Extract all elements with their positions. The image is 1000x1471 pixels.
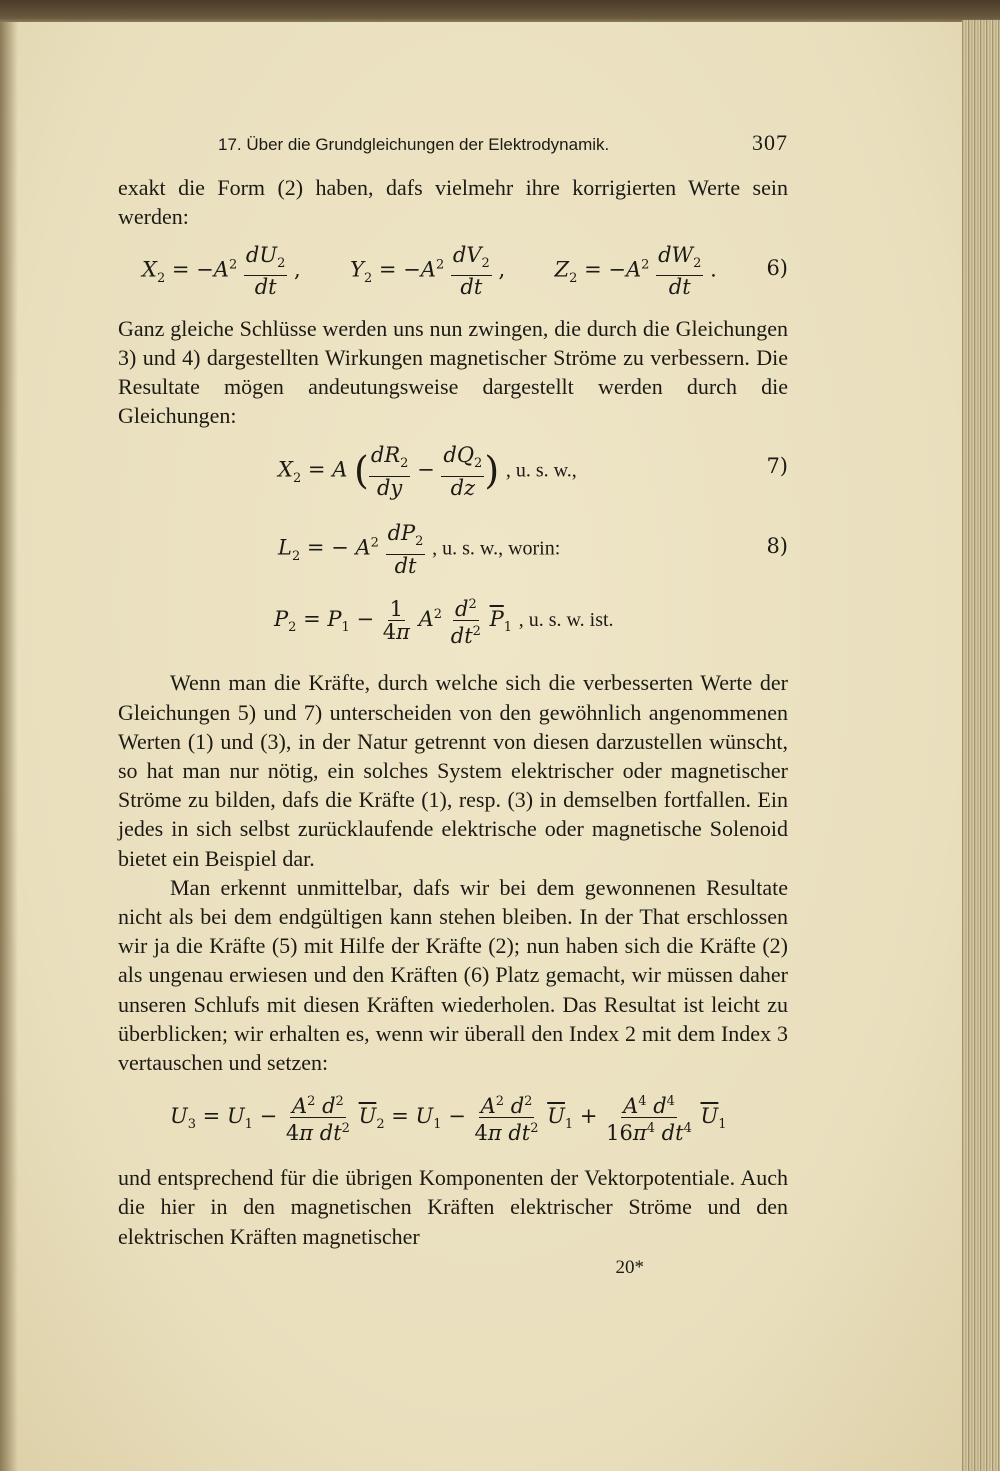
equation-10: $U_3 = U_1$ − $\frac{A^2 d^2}{4\pi dt^2}$ $\overline{U}_2 = U_1$ − $\frac{A^2 d^2}{4\pi dt^2}$ $\overline{U}_1$ + $\frac{A^4 d^4}{16\pi^4 dt^4}$ $U_1$ <box>118 1085 788 1155</box>
running-title: 17. Über die Grundgleichungen der Elektrodynamik. <box>218 135 610 154</box>
equation-7: $X_2 = A$ ( $\frac{dR_2}{dy}$ − $\frac{dQ_2}{dz}$ ) , u. s. w., 7) <box>278 443 788 500</box>
page-stack-edge <box>962 20 1000 1471</box>
page-number: 307 <box>752 130 788 155</box>
paragraph-3: Wenn man die Kräfte, durch welche sich die verbesserten Werte der Gleichungen 5) und 7) unterscheiden von den gewöhnlich angenommenen Werten (1) und (3), in der Natur getrennt von diesen darzustellen wünscht, so hat man nur nötig, ein solches System elektrischer oder magnetischer Ströme zu bilden, dafs die Kräfte (1), resp. (3) in demselben fortfallen. Ein jedes in sich selbst zurücklaufende elektrische oder magnetische Solenoid bietet ein Beispiel dar. <box>118 670 788 871</box>
equation-8-text: , u. s. w., worin: <box>432 538 561 561</box>
equation-number-6: 6) <box>766 255 788 280</box>
gutter-shadow <box>0 22 18 1471</box>
equation-6: $X_2 = -A^2$ $\frac{dU_2}{dt}$ , $Y_2 = -A^2$ $\frac{dV_2}{dt}$ , $Z_2 = -A^2$ $\frac{dW_2}{dt}$ . 6) <box>142 242 788 299</box>
equation-7-text: , u. s. w., <box>505 460 577 483</box>
equation-number-8: 8) <box>766 534 788 559</box>
paragraph-5: und entsprechend für die übrigen Komponenten der Vektorpotentiale. Auch die hier in den magnetischen Kräften elektrischer Ströme und den elektrischen Kräften magnetischer <box>118 1165 788 1249</box>
paragraph-1: exakt die Form (2) haben, dafs vielmehr ihre korrigierten Werte sein werden: <box>118 175 788 230</box>
paragraph-2: Ganz gleiche Schlüsse werden uns nun zwingen, die durch die Gleichungen 3) und 4) dargestellten Wirkungen magnetischer Ströme zu verbessern. Die Resultate mögen andeutungsweise dargestellt werden durch die Gleichungen: <box>118 315 788 429</box>
paragraph-4: Man erkennt unmittelbar, dafs wir bei dem gewonnenen Resultate nicht als bei dem endgültigen kann stehen bleiben. In der That erschlossen wir ja die Kräfte (5) mit Hilfe der Kräfte (2); nun haben sich die Kräfte (2) als ungenau erwiesen und den Kräften (6) Platz gemacht, wir müssen daher unseren Schlufs mit diesen Kräften wiederholen. Das Resultat ist leicht zu überblicken; wir erhalten es, wenn wir überall den Index 2 mit dem Index 3 vertauschen und setzen: <box>118 874 788 1076</box>
signature-mark: 20* <box>615 1256 644 1278</box>
running-head <box>218 128 788 159</box>
equation-9: $P_2 = P_1$ − $\frac{1}{4\pi}$ $A^2$ $\frac{d^2}{dt^2}$ $\overline{P}_1$ , u. s. w. ist. <box>118 590 788 660</box>
equation-number-7: 7) <box>766 454 788 479</box>
equation-9-text: , u. s. w. ist. <box>518 609 614 632</box>
equation-8: $L_2$ = − $A^2$ $\frac{dP_2}{dt}$ , u. s. w., worin: 8) <box>278 521 788 578</box>
page-content <box>118 128 788 1282</box>
